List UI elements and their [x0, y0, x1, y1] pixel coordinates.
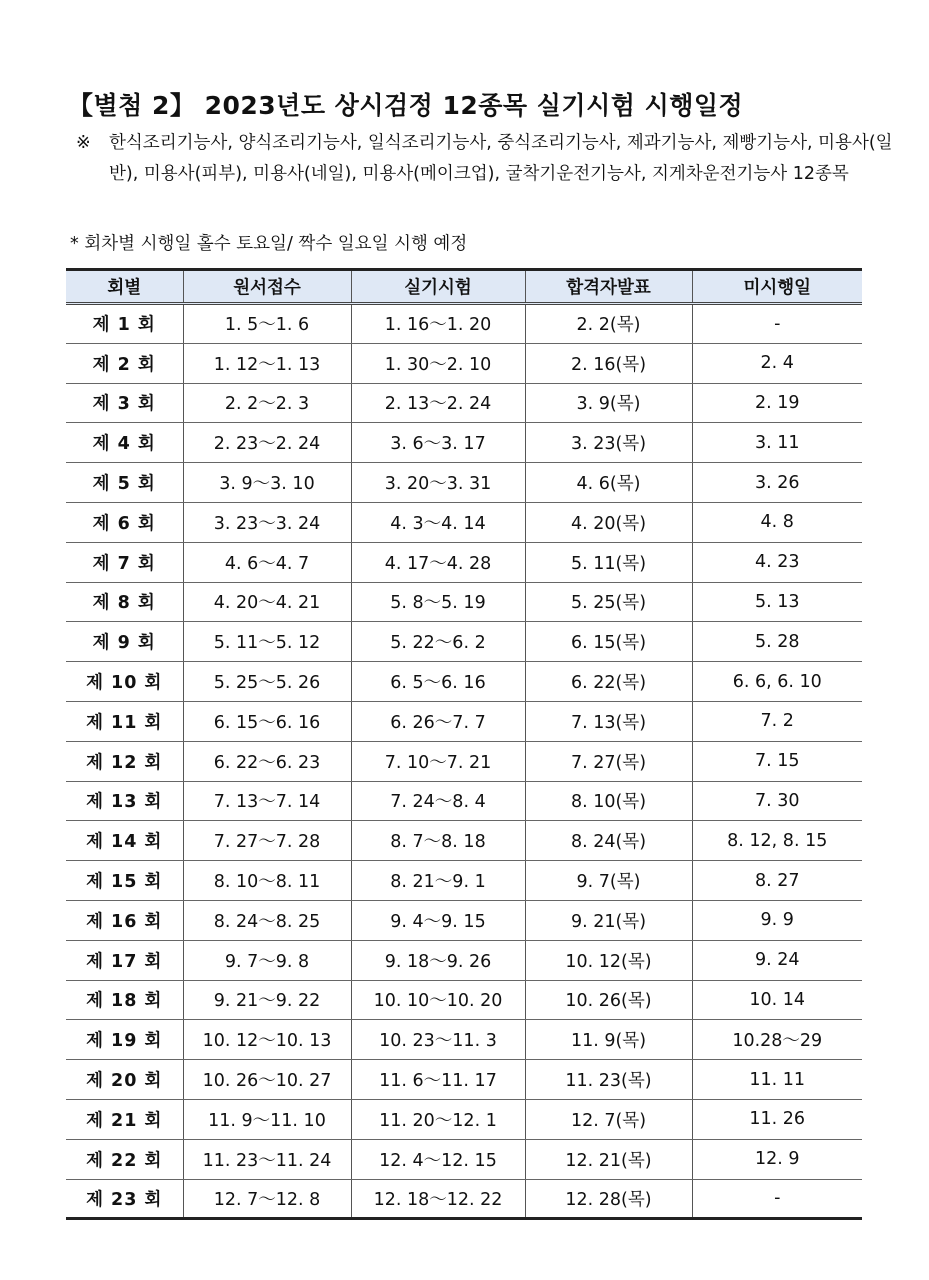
table-cell: 6. 15～6. 16	[183, 701, 351, 741]
table-cell: 12. 28(목)	[525, 1179, 692, 1219]
table-row	[66, 304, 862, 344]
table-cell: 5. 11～5. 12	[183, 622, 351, 662]
table-cell: 10. 26(목)	[525, 980, 692, 1020]
table-row	[66, 900, 862, 940]
table-body	[66, 304, 862, 1219]
table-cell: 4. 20(목)	[525, 502, 692, 542]
table-cell: 5. 25～5. 26	[183, 662, 351, 702]
table-cell: 11. 23～11. 24	[183, 1139, 351, 1179]
table-cell: 12. 7～12. 8	[183, 1179, 351, 1219]
table-cell: 12. 4～12. 15	[351, 1139, 525, 1179]
table-cell: 9. 18～9. 26	[351, 940, 525, 980]
schedule-table	[66, 268, 862, 1220]
round-cell: 제 17 회	[66, 940, 183, 980]
round-cell: 제 18 회	[66, 980, 183, 1020]
table-cell: 9. 24	[692, 940, 862, 980]
table-cell: 8. 24～8. 25	[183, 900, 351, 940]
table-cell: 12. 9	[692, 1139, 862, 1179]
table-row	[66, 821, 862, 861]
table-cell: 4. 17～4. 28	[351, 542, 525, 582]
table-cell: 11. 11	[692, 1060, 862, 1100]
table-cell: 3. 11	[692, 423, 862, 463]
table-cell: 10. 23～11. 3	[351, 1020, 525, 1060]
table-cell: 4. 20～4. 21	[183, 582, 351, 622]
table-cell: 8. 10～8. 11	[183, 861, 351, 901]
table-cell: 3. 9～3. 10	[183, 463, 351, 503]
table-cell: 7. 30	[692, 781, 862, 821]
table-cell: 10. 14	[692, 980, 862, 1020]
table-cell: 2. 13～2. 24	[351, 383, 525, 423]
table-row	[66, 1020, 862, 1060]
table-cell: 11. 9～11. 10	[183, 1099, 351, 1139]
table-cell: 4. 3～4. 14	[351, 502, 525, 542]
table-cell: 5. 25(목)	[525, 582, 692, 622]
table-row	[66, 1179, 862, 1219]
table-cell: 9. 21～9. 22	[183, 980, 351, 1020]
table-cell: 3. 26	[692, 463, 862, 503]
table-cell: 12. 21(목)	[525, 1139, 692, 1179]
table-cell: 5. 22～6. 2	[351, 622, 525, 662]
table-row	[66, 741, 862, 781]
table-row	[66, 1060, 862, 1100]
round-cell: 제 10 회	[66, 662, 183, 702]
table-header-row	[66, 270, 862, 304]
table-cell: 7. 2	[692, 701, 862, 741]
table-cell: 10. 26～10. 27	[183, 1060, 351, 1100]
column-header: 미시행일	[692, 270, 862, 304]
table-cell: 3. 23(목)	[525, 423, 692, 463]
table-row	[66, 622, 862, 662]
table-cell: 3. 6～3. 17	[351, 423, 525, 463]
table-cell: 4. 8	[692, 502, 862, 542]
table-row	[66, 343, 862, 383]
table-row	[66, 582, 862, 622]
schedule-remark: * 회차별 시행일 홀수 토요일/ 짝수 일요일 시행 예정	[70, 234, 468, 254]
table-cell: 6. 22(목)	[525, 662, 692, 702]
table-cell: 9. 21(목)	[525, 900, 692, 940]
column-header: 회별	[66, 270, 183, 304]
table-cell: 8. 7～8. 18	[351, 821, 525, 861]
table-cell: -	[692, 304, 862, 344]
table-cell: 2. 4	[692, 343, 862, 383]
column-header: 합격자발표	[525, 270, 692, 304]
table-cell: 4. 23	[692, 542, 862, 582]
table-cell: 7. 27～7. 28	[183, 821, 351, 861]
column-header: 실기시험	[351, 270, 525, 304]
round-cell: 제 22 회	[66, 1139, 183, 1179]
table-cell: 3. 9(목)	[525, 383, 692, 423]
round-cell: 제 4 회	[66, 423, 183, 463]
table-cell: 6. 26～7. 7	[351, 701, 525, 741]
round-cell: 제 14 회	[66, 821, 183, 861]
table-cell: 7. 13～7. 14	[183, 781, 351, 821]
round-cell: 제 12 회	[66, 741, 183, 781]
table-cell: 6. 6, 6. 10	[692, 662, 862, 702]
table-cell: 9. 9	[692, 900, 862, 940]
target-items-text: 한식조리기능사, 양식조리기능사, 일식조리기능사, 중식조리기능사, 제과기능사, 제빵기능사, 미용사(일반), 미용사(피부), 미용사(네일), 미용사(메이크업), 굴착기운전기능사, 지게차운전기능사 12종목	[109, 133, 893, 184]
table-cell: 5. 8～5. 19	[351, 582, 525, 622]
table-cell: 5. 11(목)	[525, 542, 692, 582]
table-cell: 2. 16(목)	[525, 343, 692, 383]
table-cell: 4. 6(목)	[525, 463, 692, 503]
table-row	[66, 1099, 862, 1139]
round-cell: 제 11 회	[66, 701, 183, 741]
table-cell: 8. 24(목)	[525, 821, 692, 861]
round-cell: 제 16 회	[66, 900, 183, 940]
table-cell: 6. 22～6. 23	[183, 741, 351, 781]
table-row	[66, 423, 862, 463]
table-row	[66, 542, 862, 582]
table-cell: 7. 10～7. 21	[351, 741, 525, 781]
round-cell: 제 5 회	[66, 463, 183, 503]
table-cell: 8. 21～9. 1	[351, 861, 525, 901]
table-row	[66, 781, 862, 821]
round-cell: 제 6 회	[66, 502, 183, 542]
table-cell: 4. 6～4. 7	[183, 542, 351, 582]
round-cell: 제 15 회	[66, 861, 183, 901]
table-cell: 10. 10～10. 20	[351, 980, 525, 1020]
table-cell: 7. 24～8. 4	[351, 781, 525, 821]
table-row	[66, 1139, 862, 1179]
table-cell: 5. 28	[692, 622, 862, 662]
round-cell: 제 20 회	[66, 1060, 183, 1100]
round-cell: 제 19 회	[66, 1020, 183, 1060]
table-cell: 12. 7(목)	[525, 1099, 692, 1139]
table-cell: -	[692, 1179, 862, 1219]
table-cell: 9. 4～9. 15	[351, 900, 525, 940]
table-cell: 1. 16～1. 20	[351, 304, 525, 344]
reference-mark-icon: ※	[76, 133, 91, 153]
table-cell: 11. 6～11. 17	[351, 1060, 525, 1100]
round-cell: 제 13 회	[66, 781, 183, 821]
table-row	[66, 980, 862, 1020]
table-cell: 2. 2～2. 3	[183, 383, 351, 423]
table-cell: 8. 12, 8. 15	[692, 821, 862, 861]
round-cell: 제 9 회	[66, 622, 183, 662]
table-cell: 11. 9(목)	[525, 1020, 692, 1060]
table-row	[66, 701, 862, 741]
table-cell: 10. 12～10. 13	[183, 1020, 351, 1060]
document-title: 【별첨 2】 2023년도 상시검정 12종목 실기시험 시행일정	[68, 91, 744, 120]
table-cell: 3. 23～3. 24	[183, 502, 351, 542]
table-cell: 6. 5～6. 16	[351, 662, 525, 702]
round-cell: 제 21 회	[66, 1099, 183, 1139]
table-cell: 1. 30～2. 10	[351, 343, 525, 383]
round-cell: 제 3 회	[66, 383, 183, 423]
table-row	[66, 861, 862, 901]
target-items-note	[76, 128, 906, 190]
table-cell: 8. 10(목)	[525, 781, 692, 821]
round-cell: 제 8 회	[66, 582, 183, 622]
round-cell: 제 1 회	[66, 304, 183, 344]
table-cell: 2. 23～2. 24	[183, 423, 351, 463]
table-cell: 7. 27(목)	[525, 741, 692, 781]
round-cell: 제 7 회	[66, 542, 183, 582]
column-header: 원서접수	[183, 270, 351, 304]
table-row	[66, 463, 862, 503]
table-row	[66, 940, 862, 980]
table-row	[66, 383, 862, 423]
table-cell: 5. 13	[692, 582, 862, 622]
table-cell: 1. 12～1. 13	[183, 343, 351, 383]
table-cell: 3. 20～3. 31	[351, 463, 525, 503]
table-cell: 2. 2(목)	[525, 304, 692, 344]
table-cell: 10. 12(목)	[525, 940, 692, 980]
table-cell: 11. 20～12. 1	[351, 1099, 525, 1139]
table-cell: 10.28～29	[692, 1020, 862, 1060]
table-cell: 1. 5～1. 6	[183, 304, 351, 344]
table-cell: 8. 27	[692, 861, 862, 901]
table-cell: 6. 15(목)	[525, 622, 692, 662]
round-cell: 제 23 회	[66, 1179, 183, 1219]
table-row	[66, 502, 862, 542]
table-cell: 2. 19	[692, 383, 862, 423]
table-cell: 9. 7(목)	[525, 861, 692, 901]
table-cell: 11. 26	[692, 1099, 862, 1139]
round-cell: 제 2 회	[66, 343, 183, 383]
table-cell: 12. 18～12. 22	[351, 1179, 525, 1219]
table-cell: 7. 13(목)	[525, 701, 692, 741]
table-row	[66, 662, 862, 702]
table-cell: 11. 23(목)	[525, 1060, 692, 1100]
table-cell: 7. 15	[692, 741, 862, 781]
table-cell: 9. 7～9. 8	[183, 940, 351, 980]
